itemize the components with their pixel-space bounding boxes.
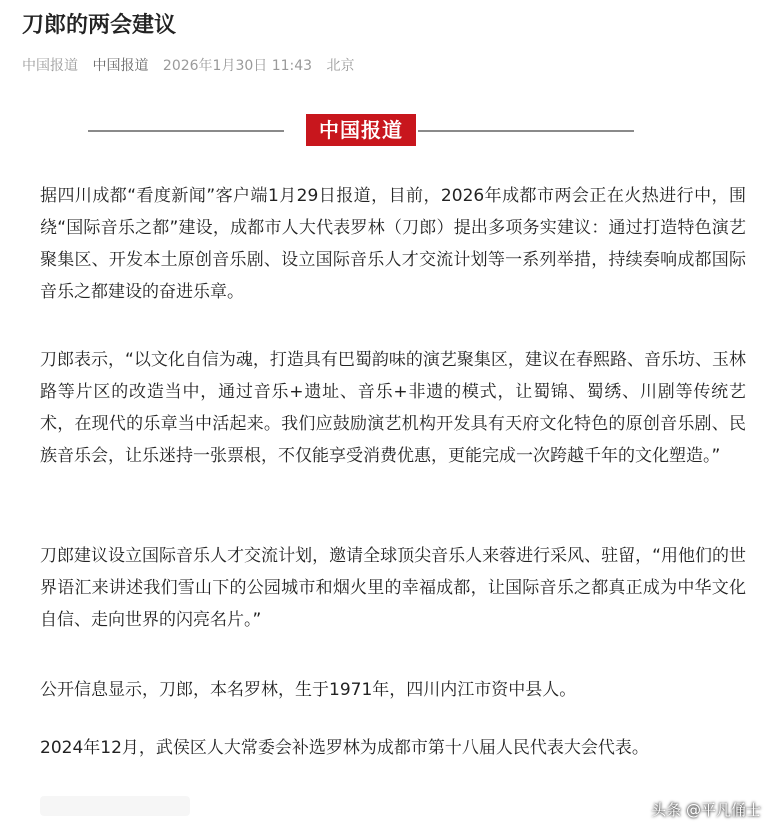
paragraph-1: 据四川成都“看度新闻”客户端1月29日报道，目前，2026年成都市两会正在火热进行中，围绕“国际音乐之都”建设，成都市人大代表罗林（刀郎）提出多项务实建议：通过打造特色演艺聚集区、开发本土原创音乐剧、设立国际音乐人才交流计划等一系列举措，持续奏响成都国际音乐之都建设的奋进乐章。 <box>40 186 746 302</box>
meta-source[interactable]: 中国报道 <box>22 58 78 74</box>
article-meta <box>22 56 365 76</box>
china-report-logo: 中国报道 <box>306 114 416 146</box>
divider-rule-left <box>88 130 284 132</box>
divider-rule-right <box>418 130 634 132</box>
paragraph-3: 刀郎建议设立国际音乐人才交流计划，邀请全球顶尖音乐人来蓉进行采风、驻留，“用他们的世界语汇来讲述我们雪山下的公园城市和烟火里的幸福成都，让国际音乐之都真正成为中华文化自信、走向世界的闪亮名片。” <box>40 546 746 630</box>
meta-location: 北京 <box>326 58 355 74</box>
faded-text-placeholder <box>40 796 190 816</box>
paragraph-2: 刀郎表示，“以文化自信为魂，打造具有巴蜀韵味的演艺聚集区，建议在春熙路、音乐坊、玉林路等片区的改造当中，通过音乐+遗址、音乐+非遗的模式，让蜀锦、蜀绣、川剧等传统艺术，在现代的乐章当中活起来。我们应鼓励演艺机构开发具有天府文化特色的原创音乐剧、民族音乐会，让乐迷持一张票根，不仅能享受消费优惠，更能完成一次跨越千年的文化塑造。” <box>40 350 746 466</box>
masthead-divider <box>88 114 634 148</box>
meta-channel[interactable]: 中国报道 <box>92 58 149 74</box>
paragraph-4: 公开信息显示，刀郎，本名罗林，生于1971年，四川内江市资中县人。 <box>40 680 577 700</box>
article-title: 刀郎的两会建议 <box>22 13 177 38</box>
meta-datetime: 2026年1月30日 11:43 <box>162 58 313 74</box>
toutiao-watermark: 头条 @平凡俑士 <box>651 801 761 819</box>
paragraph-5: 2024年12月，武侯区人大常委会补选罗林为成都市第十八届人民代表大会代表。 <box>40 738 649 758</box>
